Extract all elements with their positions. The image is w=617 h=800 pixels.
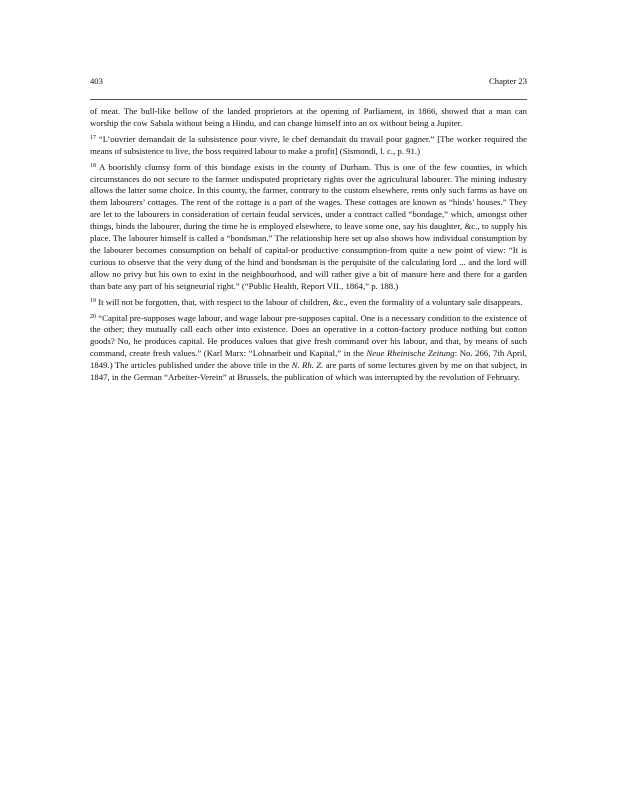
footnote-number: 18 <box>90 162 96 169</box>
text-run: “L’ouvrier demandait de la subsistence pour vivre, le chef demandait du travail pour gagner.” [The worker required the means of subsistence to live, the boss required labour to make a profit] (Sismondi, l. c., p. 91.) <box>90 133 527 156</box>
page-header <box>90 75 527 87</box>
chapter-label: Chapter 23 <box>489 76 527 86</box>
footnotes-body <box>90 106 527 388</box>
text-run: of meat. The bull-like bellow of the landed proprietors at the opening of Parliament, in 1866, showed that a man can worship the cow Sabala without being a Hindu, and can change himself into an ox without being a Jupiter. <box>90 106 527 128</box>
italic-title: Neue Rheinische Zeitung <box>366 348 455 359</box>
text-run: It will not be forgotten, that, with respect to the labour of children, &c., even the formality of a voluntary sale disappears. <box>96 296 523 307</box>
footnote-number: 19 <box>90 297 96 304</box>
text-run: : No. 266, 7th April, 1849.) The articles published under the above title in the <box>90 348 527 371</box>
footnote-20 <box>90 313 527 384</box>
header-divider <box>90 99 527 100</box>
text-run: A boorishly clumsy form of this bondage exists in the county of Durham. This is one of the few counties, in which circumstances do not secure to the farmer undisputed proprietary rights over the agricultural labourer. The mining industry allows the latter some choice. In this county, the farmer, contrary to the custom elsewhere, rents only such farms as have on them labourers’ cottages. The rent of the cottage is a part of the wages. These cottages are known as “hinds’ houses.” They are let to the labourers in consideration of certain feudal services, under a contract called “bondage,” which, amongst other things, binds the labourer, during the time he is employed elsewhere, to leave some one, say his daughter, &c., to supply his place. The labourer himself is called a “bondsman.” The relationship here set up also shows how individual consumption by the labourer becomes consumption on behalf of capital-or productive consumption-from quite a new point of view: “It is curious to observe that the very dung of the hind and bondsman is the perquisite of the calculating lord ... and the lord will allow no privy but his own to exist in the neighbourhood, and will rather give a bit of manure here and there for a garden than bate any part of his seigneurial right.” (“Public Health, Report VII., 1864,” p. 188.) <box>90 161 527 291</box>
footnote-19 <box>90 297 527 309</box>
italic-title: N. Rh. Z. <box>291 360 324 371</box>
footnote-17 <box>90 134 527 158</box>
footnote-number: 17 <box>90 134 96 141</box>
text-run: “Capital pre-supposes wage labour, and wage labour pre-supposes capital. One is a necessary condition to the existence of the other; they mutually call each other into existence. Does an operative in a cotton-factory produce nothing but cotton goods? No, he produces capital. He produces values that give fresh command over his labour, and that, by means of such command, create fresh values.” (Karl Marx: “Lohnarbeit und Kapital,” in the <box>90 312 527 359</box>
footnote-18 <box>90 162 527 293</box>
text-run: are parts of some lectures given by me on that subject, in 1847, in the German “Arbeiter-Verein” at Brussels, the publication of which was interrupted by the revolution of February. <box>90 360 527 383</box>
continued-paragraph <box>90 106 527 130</box>
footnote-number: 20 <box>90 313 96 320</box>
page-number: 403 <box>90 76 103 86</box>
